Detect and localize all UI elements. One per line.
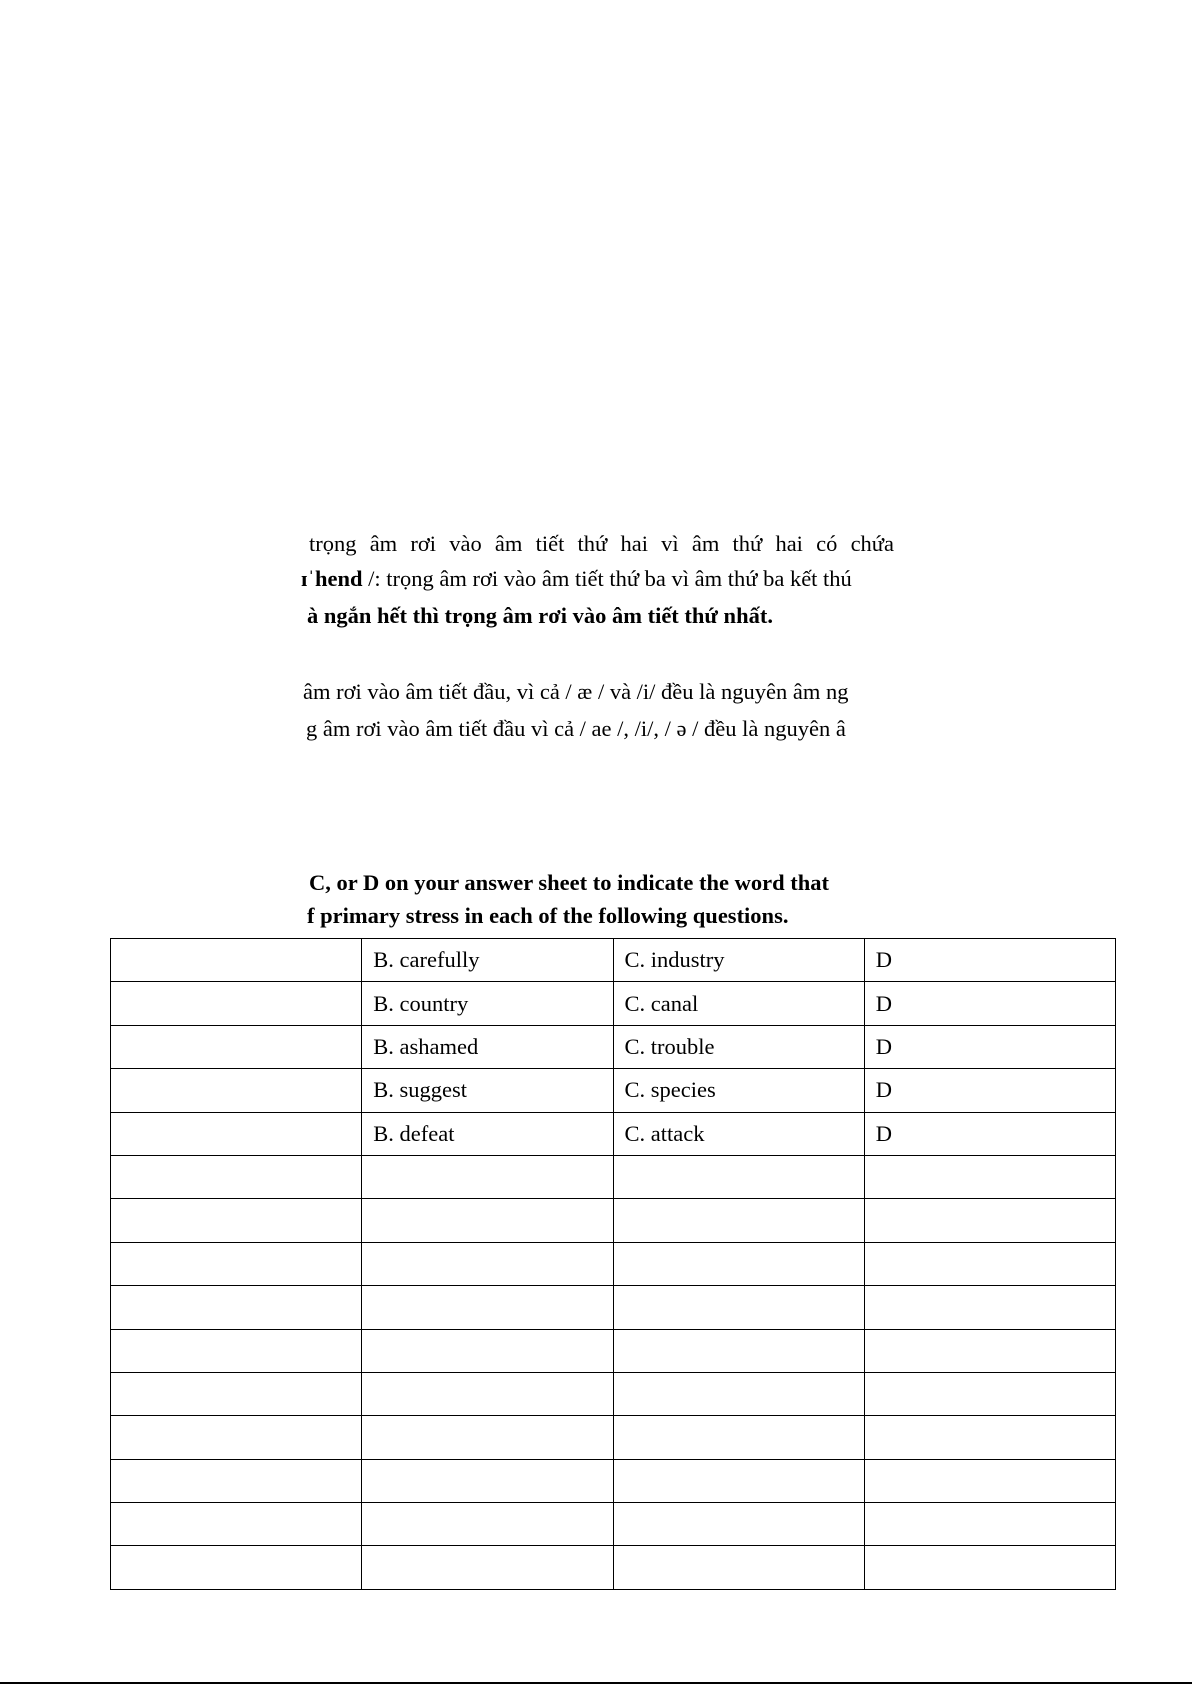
option-b-cell <box>362 1155 613 1198</box>
option-b-cell: B. country <box>362 982 613 1025</box>
table-row <box>111 939 1116 982</box>
table-row <box>111 1503 1116 1546</box>
option-b-cell <box>362 1546 613 1589</box>
option-a-cell <box>111 982 362 1025</box>
instruction-line-2: f primary stress in each of the following questions. <box>307 903 789 928</box>
option-b-cell <box>362 1286 613 1329</box>
option-a-cell <box>111 1503 362 1546</box>
option-d-cell: D <box>864 1025 1115 1068</box>
explanation-line-3: à ngắn hết thì trọng âm rơi vào âm tiết thứ nhất. <box>307 603 773 628</box>
explanation-line-4: âm rơi vào âm tiết đầu, vì cả / æ / và /i/ đều là nguyên âm ng <box>303 679 849 704</box>
option-a-cell <box>111 1459 362 1502</box>
option-a-cell <box>111 1372 362 1415</box>
table-row <box>111 982 1116 1025</box>
option-a-cell <box>111 1155 362 1198</box>
option-d-cell <box>864 1329 1115 1372</box>
option-c-cell: C. attack <box>613 1112 864 1155</box>
option-d-cell <box>864 1286 1115 1329</box>
option-c-cell <box>613 1286 864 1329</box>
explanation-line-5: g âm rơi vào âm tiết đầu vì cả / ae /, /i/, / ə / đều là nguyên â <box>306 716 846 741</box>
option-c-cell <box>613 1503 864 1546</box>
option-d-cell <box>864 1372 1115 1415</box>
option-a-cell <box>111 1112 362 1155</box>
option-d-cell <box>864 1503 1115 1546</box>
explanation-line-2 <box>301 568 852 591</box>
option-d-cell: D <box>864 1069 1115 1112</box>
table-row <box>111 1025 1116 1068</box>
table-row <box>111 1242 1116 1285</box>
footer-divider <box>0 1682 1192 1684</box>
option-c-cell <box>613 1155 864 1198</box>
option-b-cell <box>362 1242 613 1285</box>
option-d-cell: D <box>864 982 1115 1025</box>
option-d-cell: D <box>864 939 1115 982</box>
instruction-line-1: C, or D on your answer sheet to indicate the word that <box>309 870 829 895</box>
option-b-cell: B. suggest <box>362 1069 613 1112</box>
table-row <box>111 1416 1116 1459</box>
option-a-cell <box>111 1025 362 1068</box>
option-a-cell <box>111 939 362 982</box>
option-b-cell <box>362 1459 613 1502</box>
option-a-cell <box>111 1329 362 1372</box>
option-c-cell <box>613 1242 864 1285</box>
option-b-cell <box>362 1372 613 1415</box>
option-b-cell <box>362 1329 613 1372</box>
option-a-cell <box>111 1546 362 1589</box>
option-c-cell <box>613 1459 864 1502</box>
answer-table <box>110 938 1116 1590</box>
option-b-cell <box>362 1199 613 1242</box>
option-c-cell: C. species <box>613 1069 864 1112</box>
table-row <box>111 1329 1116 1372</box>
option-c-cell <box>613 1416 864 1459</box>
option-d-cell <box>864 1242 1115 1285</box>
option-d-cell <box>864 1546 1115 1589</box>
option-a-cell <box>111 1286 362 1329</box>
explanation-line-2-text: /: trọng âm rơi vào âm tiết thứ ba vì âm thứ ba kết thú <box>362 566 852 591</box>
option-a-cell <box>111 1199 362 1242</box>
option-d-cell <box>864 1155 1115 1198</box>
phonetic-bold: ɪˈhend <box>301 566 363 591</box>
table-row <box>111 1155 1116 1198</box>
option-c-cell <box>613 1329 864 1372</box>
option-b-cell: B. ashamed <box>362 1025 613 1068</box>
option-c-cell <box>613 1372 864 1415</box>
option-a-cell <box>111 1069 362 1112</box>
option-c-cell <box>613 1199 864 1242</box>
option-c-cell: C. industry <box>613 939 864 982</box>
option-b-cell <box>362 1503 613 1546</box>
option-a-cell <box>111 1416 362 1459</box>
option-d-cell <box>864 1459 1115 1502</box>
option-b-cell: B. carefully <box>362 939 613 982</box>
option-c-cell: C. canal <box>613 982 864 1025</box>
table-row <box>111 1112 1116 1155</box>
table-row <box>111 1372 1116 1415</box>
table-row <box>111 1199 1116 1242</box>
table-row <box>111 1069 1116 1112</box>
option-a-cell <box>111 1242 362 1285</box>
option-c-cell <box>613 1546 864 1589</box>
table-row <box>111 1286 1116 1329</box>
explanation-line-1: trọng âm rơi vào âm tiết thứ hai vì âm thứ hai có chứa <box>309 531 894 556</box>
option-b-cell <box>362 1416 613 1459</box>
option-b-cell: B. defeat <box>362 1112 613 1155</box>
table-row <box>111 1459 1116 1502</box>
option-d-cell <box>864 1199 1115 1242</box>
table-row <box>111 1546 1116 1589</box>
option-c-cell: C. trouble <box>613 1025 864 1068</box>
option-d-cell: D <box>864 1112 1115 1155</box>
option-d-cell <box>864 1416 1115 1459</box>
